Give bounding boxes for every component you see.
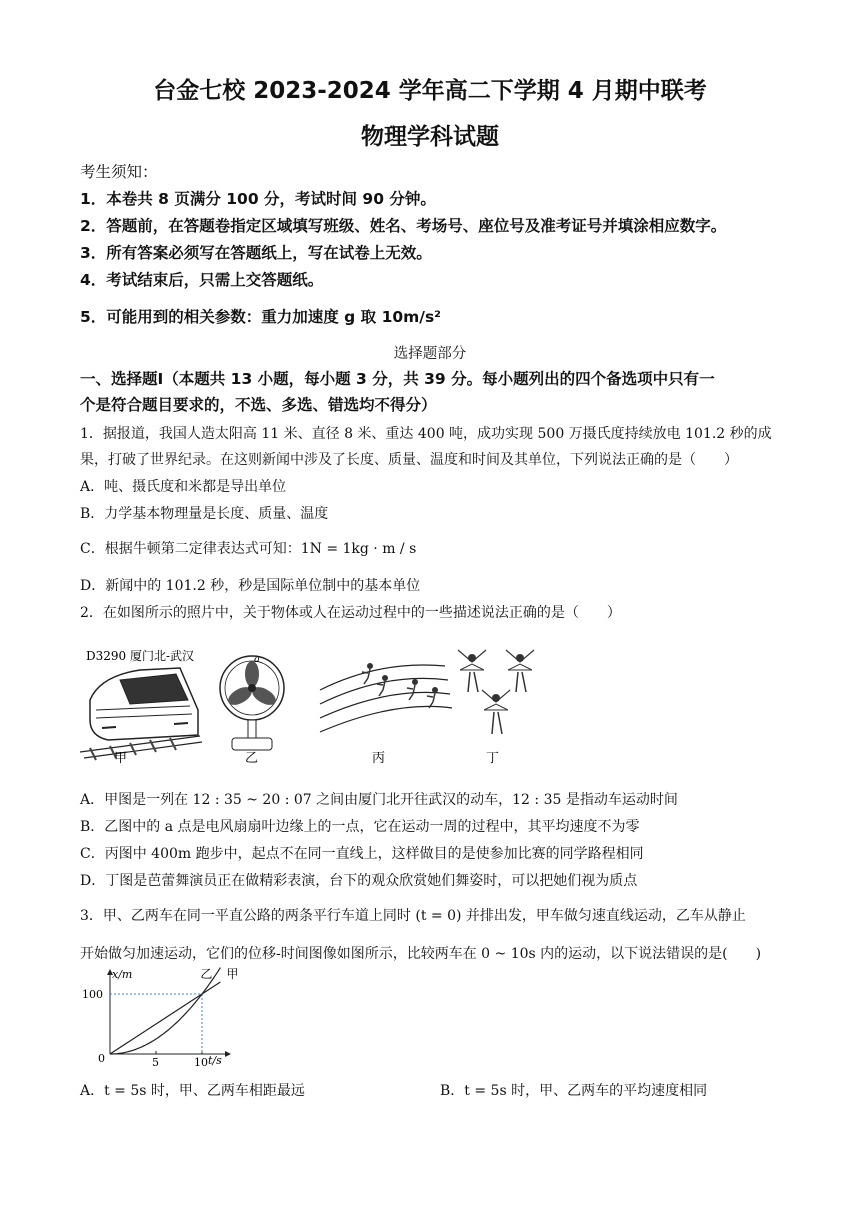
q1-option-d: D．新闻中的 101.2 秒，秒是国际单位制中的基本单位: [80, 578, 421, 594]
train-sign: D3290 厦门北-武汉: [86, 649, 195, 663]
series-label: 甲: [226, 967, 239, 981]
figure-label-bing: 丙: [372, 751, 386, 766]
ballet-illustration: [458, 650, 534, 734]
series-label: 乙: [200, 967, 213, 981]
subject-title: 物理学科试题: [361, 124, 499, 150]
notice-item: 2．答题前，在答题卷指定区域填写班级、姓名、考场号、座位号及准考证号并填涂相应数字。: [80, 217, 727, 235]
y-tick-label: 100: [82, 988, 103, 1001]
notice-item: 3．所有答案必须写在答题纸上，写在试卷上无效。: [80, 244, 432, 262]
fan-point-label: a: [254, 654, 260, 665]
q2-option-a: A．甲图是一列在 12 : 35 ~ 20 : 07 之间由厦门北开往武汉的动车，12 : 35 是指动车运动时间: [80, 792, 678, 808]
q2-option-b: B．乙图中的 a 点是电风扇扇叶边缘上的一点，它在运动一周的过程中，其平均速度不为零: [80, 819, 640, 835]
y-axis-label: x/m: [112, 968, 133, 981]
q1-option-a: A．吨、摄氏度和米都是导出单位: [80, 479, 287, 495]
q1-option-c: C．根据牛顿第二定律表达式可知：1N = 1kg · m / s: [80, 541, 417, 557]
section-heading: 个是符合题目要求的，不选、多选、错选均不得分）: [80, 396, 437, 414]
q3-stem: 开始做匀加速运动，它们的位移-时间图像如图所示，比较两车在 0 ~ 10s 内的运动，以下说法错误的是( ): [80, 946, 762, 962]
q3-option-a: A．t = 5s 时，甲、乙两车相距最远: [80, 1083, 305, 1099]
q1-option-b: B．力学基本物理量是长度、质量、温度: [80, 506, 329, 522]
section-title: 选择题部分: [393, 346, 467, 362]
q3-option-b: B．t = 5s 时，甲、乙两车的平均速度相同: [440, 1083, 708, 1099]
train-illustration: [80, 648, 202, 760]
q2-option-c: C．丙图中 400m 跑步中，起点不在同一直线上，这样做目的是使参加比赛的同学路程相同: [80, 846, 644, 862]
q2-figure: [80, 640, 560, 768]
x-axis-label: t/s: [208, 1054, 222, 1067]
origin-label: 0: [98, 1052, 105, 1065]
notice-heading: 考生须知：: [80, 163, 158, 181]
figure-label-jia: 甲: [114, 751, 128, 766]
xt-graph: [80, 966, 240, 1068]
x-tick-label: 10: [194, 1056, 208, 1068]
q2-option-d: D．丁图是芭蕾舞演员正在做精彩表演，台下的观众欣赏她们舞姿时，可以把她们视为质点: [80, 873, 638, 889]
fan-illustration: [220, 654, 284, 750]
q1-stem: 果，打破了世界纪录。在这则新闻中涉及了长度、质量、温度和时间及其单位，下列说法正确的是（ ）: [80, 452, 738, 468]
series-line-jia: [110, 982, 220, 1054]
notice-item: 5．可能用到的相关参数：重力加速度 g 取 10m/s²: [80, 308, 441, 326]
notice-item: 1．本卷共 8 页满分 100 分，考试时间 90 分钟。: [80, 190, 436, 208]
track-illustration: [320, 663, 452, 732]
notice-item: 4．考试结束后，只需上交答题纸。: [80, 271, 324, 289]
exam-title: 台金七校 2023-2024 学年高二下学期 4 月期中联考: [153, 78, 707, 104]
q2-stem: 2．在如图所示的照片中，关于物体或人在运动过程中的一些描述说法正确的是（ ）: [80, 605, 621, 621]
q3-stem: 3．甲、乙两车在同一平直公路的两条平行车道上同时 (t = 0) 并排出发，甲车做匀速直线运动，乙车从静止: [80, 908, 746, 924]
figure-label-ding: 丁: [486, 751, 500, 766]
section-heading: 一、选择题Ⅰ（本题共 13 小题，每小题 3 分，共 39 分。每小题列出的四个备选项中只有一: [80, 370, 715, 388]
q1-stem: 1．据报道，我国人造太阳高 11 米、直径 8 米、重达 400 吨，成功实现 500 万摄氏度持续放电 101.2 秒的成: [80, 426, 772, 442]
figure-label-yi: 乙: [245, 751, 259, 766]
x-tick-label: 5: [152, 1056, 159, 1068]
